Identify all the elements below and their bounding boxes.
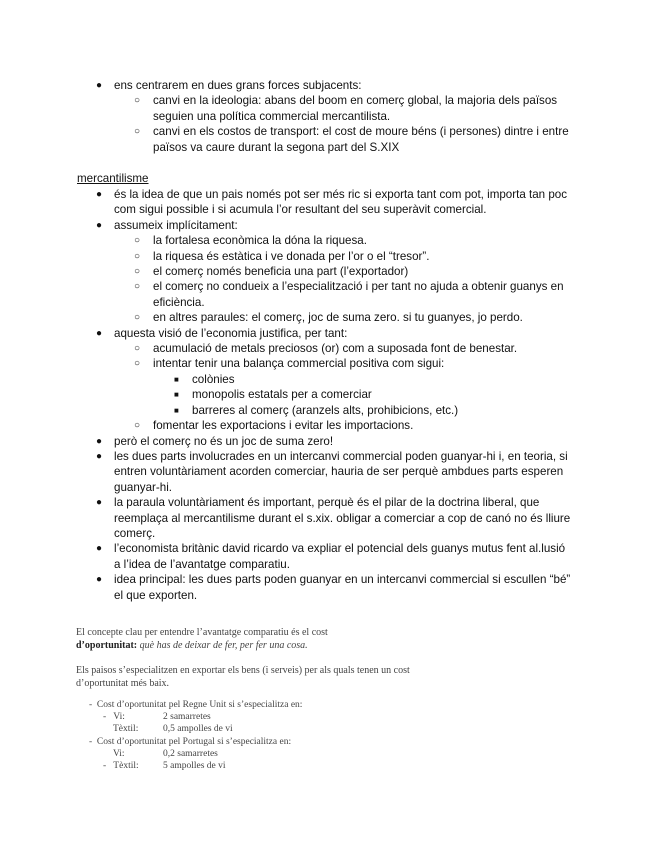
- list-item: ○ acumulació de metals preciosos (or) com a suposada font de benestar.: [134, 342, 518, 356]
- circle-bullet-icon: ○: [134, 126, 141, 138]
- circle-bullet-icon: ○: [134, 358, 141, 370]
- circle-bullet-icon: ○: [134, 312, 141, 324]
- opportunity-cost-value: 5 ampolles de vi: [163, 761, 226, 771]
- italic-definition: què has de deixar de fer, per fer una cosa.: [139, 640, 308, 651]
- dash-icon: -: [103, 712, 107, 722]
- section-heading: mercantilisme: [77, 172, 149, 185]
- disc-bullet-icon: ●: [96, 435, 103, 447]
- disc-bullet-icon: ●: [96, 497, 103, 509]
- list-item: ■ colònies: [174, 372, 235, 386]
- opportunity-cost-row: Vi:: [113, 749, 125, 759]
- square-bullet-icon: ■: [174, 405, 179, 415]
- dash-icon: -: [89, 700, 93, 710]
- list-item: ○ canvi en els costos de transport: el cost de moure béns (i persones) dintre i entre països va caure durant la segona part del S.XIX: [134, 125, 569, 154]
- list-item: ● idea principal: les dues parts poden guanyar en un intercanvi commercial si escullen “bé” el que exporten.: [96, 573, 571, 602]
- list-item: ● ens centrarem en dues grans forces subjacents:: [96, 79, 362, 92]
- disc-bullet-icon: ●: [96, 574, 103, 586]
- list-item: ○ la riquesa és estàtica i ve donada per l’or o el “tresor”.: [134, 249, 430, 263]
- list-item: ● però el comerç no és un joc de suma zero!: [96, 434, 334, 448]
- disc-bullet-icon: ●: [96, 543, 103, 555]
- circle-bullet-icon: ○: [134, 343, 141, 355]
- list-item: ○ intentar tenir una balança commercial positiva com sigui:: [134, 357, 445, 371]
- square-bullet-icon: ■: [174, 390, 179, 400]
- list-item: ● la paraula voluntàriament és important, perquè és el pilar de la doctrina liberal, que reemplaça al mercantilisme durant el s.xix. obligar a comerciar a cop de canó no és lliure comerç.: [96, 496, 571, 540]
- list-item: ○ la fortalesa econòmica la dóna la riquesa.: [134, 234, 367, 248]
- list-item: ○ fomentar les exportacions i evitar les importacions.: [134, 419, 414, 433]
- disc-bullet-icon: ●: [96, 189, 103, 200]
- dash-icon: -: [103, 761, 107, 771]
- circle-bullet-icon: ○: [134, 250, 141, 262]
- transport-ideology-list: [0, 78, 576, 155]
- opportunity-cost-paragraph: El concepte clau per entendre l’avantatge comparatiu és el cost d’oportunitat: què has de deixar de fer, per fer una cosa.: [76, 627, 328, 651]
- opportunity-cost-row: - Tèxtil:: [103, 761, 139, 771]
- list-item: ● l’economista britànic david ricardo va expliar el potencial dels guanys mutus fent al.lusió a l’idea de l’avantatge comparatiu.: [96, 542, 566, 571]
- list-item: ● és la idea de que un pais només pot ser més ric si exporta tant com pot, importa tan poc com sigui possible i si acumula l’or resultant del seu superàvit comercial.: [96, 188, 568, 217]
- list-item: ● aquesta visió de l’economia justifica, per tant:: [96, 326, 348, 340]
- bold-term: d’oportunitat:: [76, 640, 138, 651]
- list-item: ○ en altres paraules: el comerç, joc de suma zero. si tu guanyes, jo perdo.: [134, 311, 523, 325]
- specialization-paragraph: Els paisos s’especialitzen en exportar els bens (i serveis) per als quals tenen un cost d’oportunitat més baix.: [76, 665, 410, 689]
- list-item: ○ el comerç només beneficia una part (l’exportador): [134, 265, 409, 279]
- opportunity-cost-value: 0,5 ampolles de vi: [163, 724, 233, 734]
- list-item: ○ el comerç no condueix a l’especialització i per tant no ajuda a obtenir guanys en eficiència.: [134, 280, 564, 309]
- list-item: ■ monopolis estatals per a comerciar: [174, 388, 372, 402]
- circle-bullet-icon: ○: [134, 266, 141, 278]
- opportunity-cost-row: - Vi:: [103, 712, 125, 722]
- list-item: ● les dues parts involucrades en un intercanvi commercial poden guanyar-hi i, en teoria, si entren voluntàriament acorden comerciar, hauria de ser perquè ambdues parts esperen guanyar-hi.: [96, 449, 568, 494]
- circle-bullet-icon: ○: [134, 281, 141, 293]
- list-item: ■ barreres al comerç (aranzels alts, prohibicions, etc.): [174, 403, 459, 417]
- opportunity-cost-value: 0,2 samarretes: [163, 749, 218, 759]
- opportunity-cost-row: Tèxtil:: [113, 724, 139, 734]
- list-item: ● assumeix implícitament:: [96, 218, 238, 232]
- disc-bullet-icon: ●: [96, 80, 103, 91]
- square-bullet-icon: ■: [174, 374, 179, 384]
- opportunity-cost-row: - Cost d’oportunitat pel Portugal si s’especialitza en:: [89, 737, 292, 747]
- mercantilisme-list: [0, 187, 576, 603]
- disc-bullet-icon: ●: [96, 219, 103, 231]
- disc-bullet-icon: ●: [96, 450, 103, 462]
- list-item: ○ canvi en la ideologia: abans del boom en comerç global, la majoria dels països seguien una política commercial mercantilista.: [134, 94, 558, 123]
- circle-bullet-icon: ○: [134, 235, 141, 247]
- opportunity-cost-value: 2 samarretes: [163, 712, 211, 722]
- circle-bullet-icon: ○: [134, 420, 141, 432]
- dash-icon: -: [89, 737, 93, 747]
- circle-bullet-icon: ○: [134, 95, 141, 107]
- disc-bullet-icon: ●: [96, 327, 103, 339]
- opportunity-cost-row: - Cost d’oportunitat pel Regne Unit si s’especialitza en:: [89, 700, 303, 710]
